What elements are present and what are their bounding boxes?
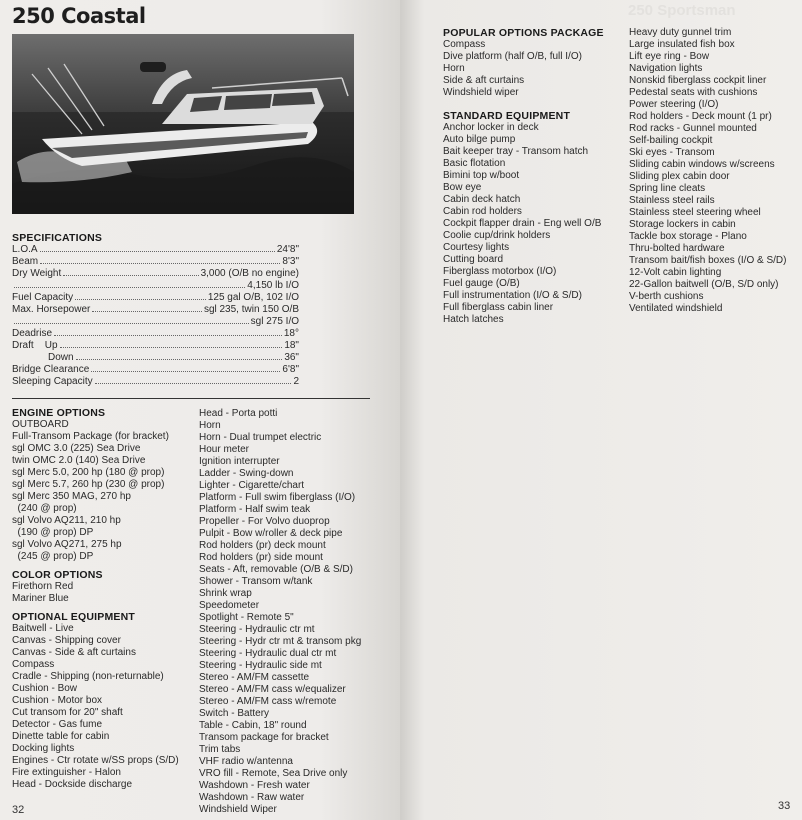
list-item: sgl Merc 5.0, 200 hp (180 @ prop): [12, 467, 165, 478]
spec-leader: [14, 322, 249, 324]
list-item: sgl Merc 5.7, 260 hp (230 @ prop): [12, 479, 165, 490]
list-item: Rod holders - Deck mount (1 pr): [629, 111, 772, 122]
list-item: Rod holders (pr) side mount: [199, 552, 323, 563]
list-item: Side & aft curtains: [443, 75, 525, 86]
list-item: Seats - Aft, removable (O/B & S/D): [199, 564, 353, 575]
list-item: VHF radio w/antenna: [199, 756, 293, 767]
spec-value: 36": [284, 352, 299, 363]
list-item: Horn: [443, 63, 465, 74]
spec-leader: [91, 370, 280, 372]
list-item: Lift eye ring - Bow: [629, 51, 710, 62]
spec-row: [12, 304, 299, 316]
list-item: Compass: [12, 659, 55, 670]
list-item: Trim tabs: [199, 744, 241, 755]
list-item: Hour meter: [199, 444, 250, 455]
page-number-right: 33: [778, 800, 791, 812]
list-item: Steering - Hydraulic dual ctr mt: [199, 648, 337, 659]
list-item: Windshield wiper: [443, 87, 519, 98]
bleed-through-text: 250 Sportsman: [628, 2, 736, 19]
list-item: Horn - Dual trumpet electric: [199, 432, 322, 443]
list-item: Stereo - AM/FM cass w/equalizer: [199, 684, 346, 695]
spec-value: 6'8": [282, 364, 299, 375]
list-item: Shrink wrap: [199, 588, 252, 599]
list-item: Fire extinguisher - Halon: [12, 767, 121, 778]
color-options-heading: COLOR OPTIONS: [12, 569, 103, 581]
list-item: (245 @ prop) DP: [12, 551, 94, 562]
page-number-left: 32: [12, 804, 25, 816]
page-title: 250 Coastal: [12, 4, 146, 28]
list-item: Canvas - Shipping cover: [12, 635, 121, 646]
list-item: 12-Volt cabin lighting: [629, 267, 722, 278]
list-item: Stereo - AM/FM cass w/remote: [199, 696, 337, 707]
list-item: Stainless steel rails: [629, 195, 715, 206]
spec-value: 18": [284, 340, 299, 351]
list-item: Baitwell - Live: [12, 623, 74, 634]
spec-leader: [54, 334, 282, 336]
spec-leader: [40, 262, 280, 264]
list-item: Cockpit flapper drain - Eng well O/B: [443, 218, 602, 229]
list-item: Fuel gauge (O/B): [443, 278, 520, 289]
list-item: Cushion - Bow: [12, 683, 78, 694]
standard-equipment-list: [443, 122, 628, 326]
list-item: Cutting board: [443, 254, 504, 265]
list-item: (240 @ prop): [12, 503, 77, 514]
spec-leader: [76, 358, 283, 360]
list-item: Coolie cup/drink holders: [443, 230, 551, 241]
list-item: Self-bailing cockpit: [629, 135, 713, 146]
list-item: Spring line cleats: [629, 183, 706, 194]
spec-value: 3,000 (O/B no engine): [200, 268, 299, 279]
list-item: Shower - Transom w/tank: [199, 576, 313, 587]
list-item: Cabin deck hatch: [443, 194, 521, 205]
spec-leader: [92, 310, 202, 312]
list-item: Thru-bolted hardware: [629, 243, 725, 254]
list-item: Ski eyes - Transom: [629, 147, 715, 158]
list-item: Ventilated windshield: [629, 303, 723, 314]
spec-label: Down: [48, 352, 74, 363]
list-item: Horn: [199, 420, 221, 431]
list-item: Hatch latches: [443, 314, 504, 325]
spec-value: 24'8": [276, 244, 299, 255]
spec-row: [12, 316, 299, 328]
optional-equipment-continued: [199, 408, 399, 816]
list-item: Compass: [443, 39, 486, 50]
list-item: Transom package for bracket: [199, 732, 329, 743]
right-column-1: [443, 27, 628, 326]
list-item: Power steering (I/O): [629, 99, 719, 110]
list-item: Steering - Hydr ctr mt & transom pkg: [199, 636, 362, 647]
optional-equipment-heading: OPTIONAL EQUIPMENT: [12, 611, 135, 623]
popular-options-heading: POPULAR OPTIONS PACKAGE: [443, 27, 604, 39]
list-item: Head - Porta potti: [199, 408, 278, 419]
spec-label: Max. Horsepower: [12, 304, 91, 315]
spec-label: Deadrise: [12, 328, 53, 339]
list-item: Speedometer: [199, 600, 260, 611]
list-item: Cradle - Shipping (non-returnable): [12, 671, 164, 682]
list-item: 22-Gallon baitwell (O/B, S/D only): [629, 279, 779, 290]
list-item: Anchor locker in deck: [443, 122, 539, 133]
list-item: Tackle box storage - Plano: [629, 231, 747, 242]
spec-row: [12, 352, 299, 364]
list-item: Cabin rod holders: [443, 206, 522, 217]
right-page: [400, 0, 802, 820]
list-item: Bow eye: [443, 182, 482, 193]
spec-row: [12, 268, 299, 280]
spec-row: [12, 292, 299, 304]
spec-leader: [14, 286, 245, 288]
list-item: Windshield Wiper: [199, 804, 277, 815]
list-item: Full-Transom Package (for bracket): [12, 431, 169, 442]
engine-options-list: [12, 419, 197, 563]
list-item: Dive platform (half O/B, full I/O): [443, 51, 582, 62]
spec-value: 8'3": [282, 256, 299, 267]
list-item: Detector - Gas fume: [12, 719, 103, 730]
list-item: Full instrumentation (I/O & S/D): [443, 290, 582, 301]
list-item: Auto bilge pump: [443, 134, 516, 145]
list-item: Rod holders (pr) deck mount: [199, 540, 326, 551]
list-item: (190 @ prop) DP: [12, 527, 94, 538]
list-item: sgl OMC 3.0 (225) Sea Drive: [12, 443, 141, 454]
list-item: Sliding cabin windows w/screens: [629, 159, 775, 170]
list-item: sgl Volvo AQ271, 275 hp: [12, 539, 122, 550]
list-item: Washdown - Raw water: [199, 792, 305, 803]
standard-equipment-heading: STANDARD EQUIPMENT: [443, 110, 571, 122]
list-item: Canvas - Side & aft curtains: [12, 647, 136, 658]
spec-label: Bridge Clearance: [12, 364, 90, 375]
list-item: Rod racks - Gunnel mounted: [629, 123, 757, 134]
spec-row: [12, 328, 299, 340]
engine-options-heading: ENGINE OPTIONS: [12, 407, 106, 419]
popular-options-list: [443, 39, 628, 99]
list-item: Courtesy lights: [443, 242, 510, 253]
left-column: [12, 407, 197, 791]
spec-row: [12, 280, 299, 292]
list-item: Bait keeper tray - Transom hatch: [443, 146, 589, 157]
list-item: Transom bait/fish boxes (I/O & S/D): [629, 255, 787, 266]
spec-label: Dry Weight: [12, 268, 62, 279]
list-item: Firethorn Red: [12, 581, 74, 592]
list-item: Stereo - AM/FM cassette: [199, 672, 310, 683]
list-item: Large insulated fish box: [629, 39, 735, 50]
spec-row: [12, 376, 299, 388]
spec-label: Beam: [12, 256, 39, 267]
list-item: Steering - Hydraulic side mt: [199, 660, 322, 671]
list-item: Propeller - For Volvo duoprop: [199, 516, 330, 527]
list-item: Platform - Half swim teak: [199, 504, 311, 515]
right-column-2: [629, 27, 802, 315]
list-item: Bimini top w/boot: [443, 170, 520, 181]
spec-label: Fuel Capacity: [12, 292, 74, 303]
spec-label: Draft Up: [12, 340, 58, 351]
list-item: Pedestal seats with cushions: [629, 87, 758, 98]
color-options-list: [12, 581, 197, 605]
list-item: Mariner Blue: [12, 593, 69, 604]
section-divider: [12, 398, 370, 399]
boat-photo-graphic: [12, 34, 354, 214]
specifications-list: [12, 244, 299, 388]
list-item: twin OMC 2.0 (140) Sea Drive: [12, 455, 146, 466]
optional-equipment-list: [12, 623, 197, 791]
specifications-section: [12, 232, 299, 388]
spec-row: [12, 340, 299, 352]
boat-photo: [12, 34, 354, 214]
list-item: VRO fill - Remote, Sea Drive only: [199, 768, 348, 779]
spec-value: 18°: [283, 328, 299, 339]
spec-value: sgl 235, twin 150 O/B: [203, 304, 299, 315]
list-item: Heavy duty gunnel trim: [629, 27, 732, 38]
list-item: Switch - Battery: [199, 708, 270, 719]
specifications-heading: SPECIFICATIONS: [12, 232, 103, 244]
spec-label: L.O.A: [12, 244, 38, 255]
list-item: Ladder - Swing-down: [199, 468, 294, 479]
spec-leader: [63, 274, 198, 276]
list-item: Steering - Hydraulic ctr mt: [199, 624, 315, 635]
spec-value: 4,150 lb I/O: [247, 280, 299, 291]
list-item: sgl Volvo AQ211, 210 hp: [12, 515, 121, 526]
spec-leader: [75, 298, 206, 300]
list-item: Navigation lights: [629, 63, 703, 74]
spec-value: 125 gal O/B, 102 I/O: [207, 292, 299, 303]
list-item: Cut transom for 20" shaft: [12, 707, 123, 718]
list-item: Sliding plex cabin door: [629, 171, 730, 182]
list-item: sgl Merc 350 MAG, 270 hp: [12, 491, 131, 502]
list-item: Table - Cabin, 18" round: [199, 720, 307, 731]
list-item: Full fiberglass cabin liner: [443, 302, 554, 313]
spec-leader: [95, 382, 292, 384]
spec-value: 2: [293, 376, 299, 387]
list-item: Head - Dockside discharge: [12, 779, 133, 790]
spec-row: [12, 244, 299, 256]
list-item: Docking lights: [12, 743, 75, 754]
list-item: V-berth cushions: [629, 291, 704, 302]
left-page: [0, 0, 400, 820]
list-item: Engines - Ctr rotate w/SS props (S/D): [12, 755, 179, 766]
list-item: Cushion - Motor box: [12, 695, 103, 706]
list-item: Nonskid fiberglass cockpit liner: [629, 75, 767, 86]
list-item: Pulpit - Bow w/roller & deck pipe: [199, 528, 343, 539]
spec-leader: [60, 346, 283, 348]
spec-leader: [40, 250, 275, 252]
spec-value: sgl 275 I/O: [250, 316, 299, 327]
list-item: Platform - Full swim fiberglass (I/O): [199, 492, 356, 503]
spec-row: [12, 364, 299, 376]
list-item: Lighter - Cigarette/chart: [199, 480, 305, 491]
list-item: Dinette table for cabin: [12, 731, 110, 742]
list-item: Storage lockers in cabin: [629, 219, 736, 230]
list-item: OUTBOARD: [12, 419, 69, 430]
spec-label: Sleeping Capacity: [12, 376, 93, 387]
list-item: Washdown - Fresh water: [199, 780, 310, 791]
list-item: Spotlight - Remote 5": [199, 612, 294, 623]
list-item: Ignition interrupter: [199, 456, 280, 467]
spec-row: [12, 256, 299, 268]
list-item: Stainless steel steering wheel: [629, 207, 761, 218]
list-item: Basic flotation: [443, 158, 506, 169]
list-item: Fiberglass motorbox (I/O): [443, 266, 557, 277]
